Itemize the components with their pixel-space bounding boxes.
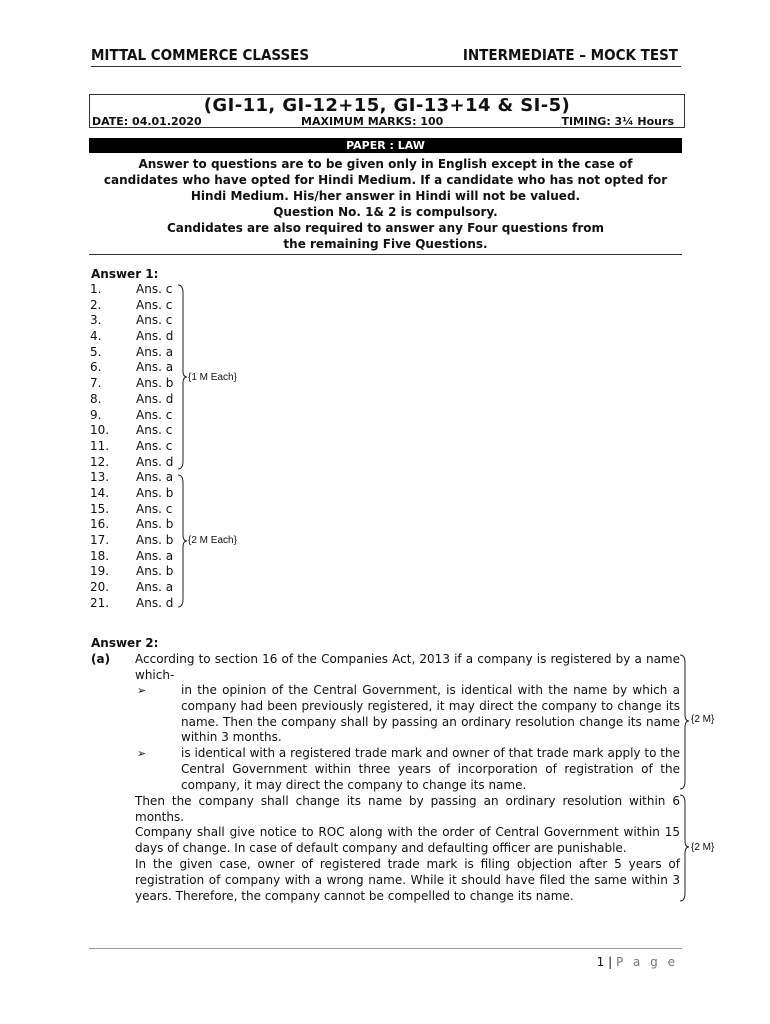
answer2-bullet2: is identical with a registered trade mark and owner of that trade mark apply to the Central Government within three years of incorporation of registration of the company, it may direct the company to change its name. [181, 746, 680, 792]
list-item: 8. Ans. d [90, 391, 174, 406]
list-item: 18. Ans. a [90, 548, 174, 563]
marks-label: {2 M Each} [188, 535, 237, 546]
list-item: 5. Ans. a [90, 344, 174, 359]
brace-2b-icon [678, 793, 690, 905]
exam-title: (GI-11, GI-12+15, GI-13+14 & SI-5) [203, 95, 571, 116]
list-item: 12. Ans. d [90, 454, 174, 469]
brace-group2-icon [176, 473, 188, 613]
exam-date: DATE: 04.01.2020 [92, 115, 202, 128]
exam-max-marks: MAXIMUM MARKS: 100 [301, 115, 444, 128]
marks-label: {2 M} [691, 714, 715, 725]
exam-info-box [89, 94, 685, 128]
list-item: 14. Ans. b [90, 485, 174, 500]
list-item: 4. Ans. d [90, 329, 174, 344]
list-item: 15. Ans. c [90, 501, 173, 516]
exam-timing: TIMING: 3¼ Hours [561, 115, 674, 128]
list-item: 11. Ans. c [90, 438, 173, 453]
page-number: 1 [596, 955, 605, 969]
list-item: 19. Ans. b [90, 564, 174, 579]
instruction-line: Hindi Medium. His/her answer in Hindi will not be valued. [190, 189, 581, 203]
footer-divider [89, 948, 682, 949]
part-label: (a) [91, 652, 111, 666]
instruction-line: candidates who have opted for Hindi Medium. If a candidate who has not opted for [103, 173, 668, 187]
list-item: 6. Ans. a [90, 360, 174, 375]
arrow-bullet-icon: ➢ [137, 747, 147, 760]
list-item: 1. Ans. c [90, 282, 173, 296]
answer1-heading: Answer 1: [91, 267, 159, 281]
list-item: 2. Ans. c [90, 297, 173, 312]
list-item: 7. Ans. b [90, 376, 174, 391]
list-item: 16. Ans. b [90, 517, 174, 532]
instruction-line: Candidates are also required to answer any Four questions from [166, 221, 605, 235]
answer1-list [90, 282, 173, 611]
list-item: 17. Ans. b [90, 533, 174, 547]
page-word: P a g e [615, 955, 678, 969]
marks-label: {1 M Each} [188, 372, 237, 383]
answer2-intro: According to section 16 of the Companies Act, 2013 if a company is registered by a name which- [135, 652, 680, 682]
instruction-line: the remaining Five Questions. [283, 237, 488, 251]
exam-type: INTERMEDIATE – MOCK TEST [462, 46, 678, 64]
answer2-para2: Company shall give notice to ROC along with the order of Central Government within 15 days of change. In case of default company and defaulting officer are punishable. [135, 825, 680, 855]
brace-group1-icon [176, 283, 188, 473]
answer2-para1: Then the company shall change its name by passing an ordinary resolution within 6 months. [135, 794, 680, 824]
list-item: 20. Ans. a [90, 580, 174, 595]
instruction-line: Question No. 1& 2 is compulsory. [273, 205, 498, 219]
page-footer [597, 955, 678, 969]
list-item: 3. Ans. c [90, 313, 173, 328]
list-item: 13. Ans. a [90, 470, 174, 485]
brace-2a-icon [678, 653, 690, 793]
list-item: 10. Ans. c [90, 423, 173, 438]
marks-label: {2 M} [691, 842, 715, 853]
answer2-bullet1: in the opinion of the Central Government, is identical with the name by which a company had been previously registered, it may direct the company to change its name. Then the company shall by passing an ordinary resolution change its name within 3 months. [181, 683, 680, 745]
arrow-bullet-icon: ➢ [137, 684, 147, 697]
institute-name: MITTAL COMMERCE CLASSES [91, 46, 310, 64]
instruction-line: Answer to questions are to be given only in English except in the case of [138, 157, 633, 171]
answer2-heading: Answer 2: [91, 636, 159, 650]
page-header [91, 46, 681, 67]
paper-title-bar: PAPER : LAW [89, 138, 682, 153]
instructions [89, 156, 682, 255]
list-item: 21. Ans. d [90, 595, 174, 610]
footer-separator: | [608, 955, 613, 969]
list-item: 9. Ans. c [90, 407, 173, 422]
answer2-para3: In the given case, owner of registered trade mark is filing objection after 5 years of registration of company with a wrong name. While it should have filed the same within 3 years. Therefore, the company cannot be compelled to change its name. [135, 857, 680, 903]
